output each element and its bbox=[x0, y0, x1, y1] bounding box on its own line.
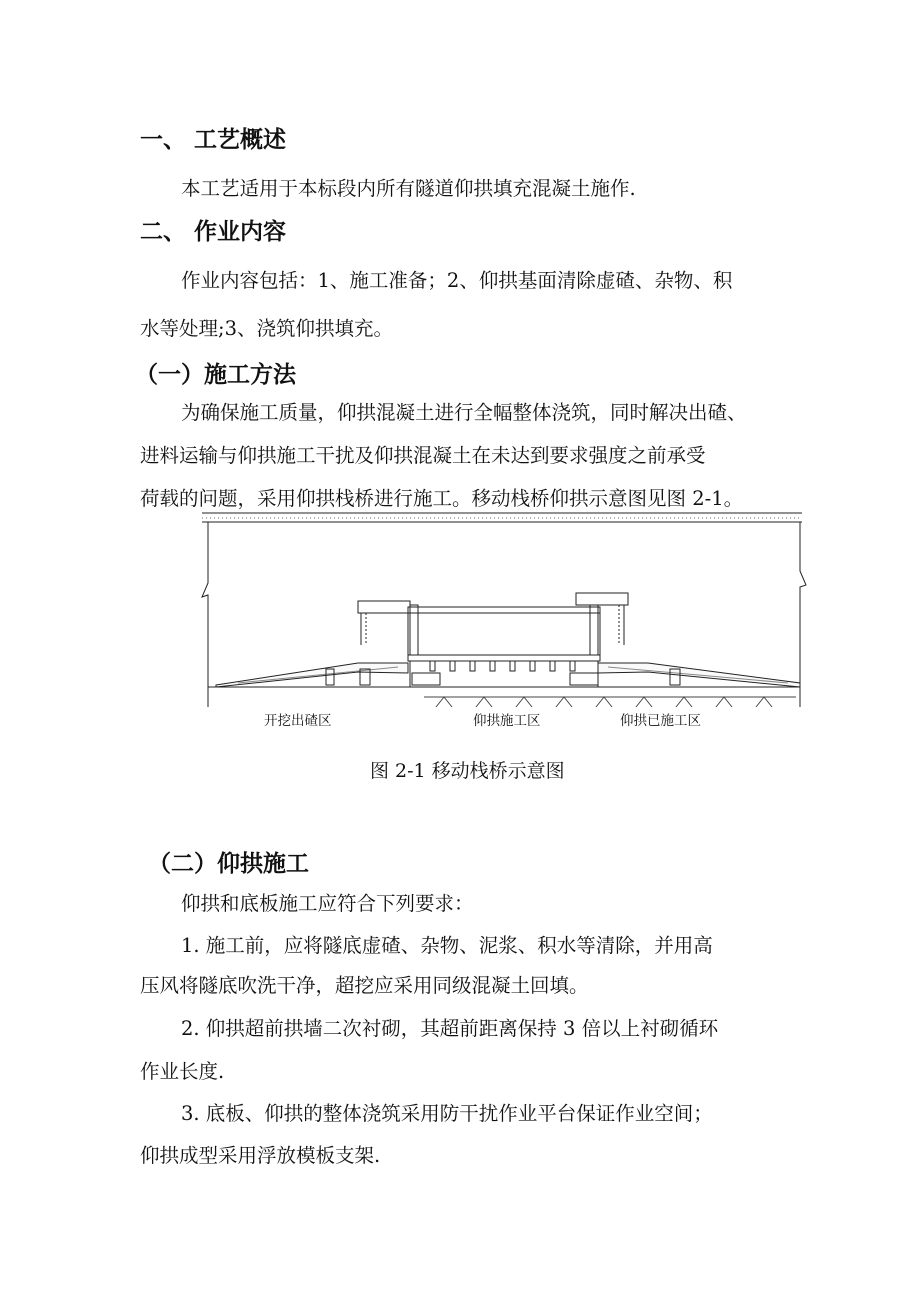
requirement-2-line1: 2. 仰拱超前拱墙二次衬砌，其超前距离保持 3 倍以上衬砌循环 bbox=[181, 1017, 719, 1040]
form-block bbox=[430, 661, 435, 671]
section-2-body-line2: 水等处理;3、浇筑仰拱填充。 bbox=[140, 317, 393, 340]
label-invert-construction-zone: 仰拱施工区 bbox=[473, 713, 541, 729]
left-wheel-assembly bbox=[412, 673, 440, 685]
subsection-2-intro: 仰拱和底板施工应符合下列要求： bbox=[181, 892, 474, 915]
bridge-diagram bbox=[198, 505, 808, 710]
figure-caption: 图 2-1 移动栈桥示意图 bbox=[370, 760, 565, 782]
hatch bbox=[756, 697, 772, 707]
tunnel-wall-right bbox=[800, 522, 806, 707]
left-hoist-beam bbox=[358, 601, 410, 613]
requirement-3-line1: 3. 底板、仰拱的整体浇筑采用防干扰作业平台保证作业空间； bbox=[181, 1102, 713, 1125]
hatch bbox=[556, 697, 572, 707]
tunnel-wall-left bbox=[202, 522, 208, 707]
requirement-1-line1: 1. 施工前，应将隧底虚碴、杂物、泥浆、积水等清除，并用高 bbox=[181, 934, 713, 957]
form-block bbox=[530, 661, 535, 671]
form-block bbox=[450, 661, 455, 671]
label-invert-completed-zone: 仰拱已施工区 bbox=[620, 713, 701, 729]
bridge-diagram-figure bbox=[198, 505, 808, 735]
right-wheel-assembly bbox=[570, 673, 598, 685]
left-ramp bbox=[216, 663, 408, 687]
form-block bbox=[550, 661, 555, 671]
hatch bbox=[436, 697, 452, 707]
label-excavation-zone: 开挖出碴区 bbox=[264, 713, 332, 729]
subsection-2-heading: （二）仰拱施工 bbox=[148, 851, 309, 877]
requirement-3-line2: 仰拱成型采用浮放模板支架. bbox=[140, 1144, 381, 1167]
ground-hatch bbox=[436, 697, 772, 707]
subsection-1-para-line1: 为确保施工质量，仰拱混凝土进行全幅整体浇筑，同时解决出碴、 bbox=[181, 401, 747, 424]
right-hoist-beam bbox=[576, 593, 628, 605]
subsection-1-para-line2: 进料运输与仰拱施工干扰及仰拱混凝土在未达到要求强度之前承受 bbox=[140, 444, 706, 467]
section-1-body: 本工艺适用于本标段内所有隧道仰拱填充混凝土施作. bbox=[181, 177, 636, 200]
hatch bbox=[636, 697, 652, 707]
requirement-1-line2: 压风将隧底吹洗干净，超挖应采用同级混凝土回填。 bbox=[140, 974, 589, 997]
form-block bbox=[470, 661, 475, 671]
formwork-blocks bbox=[430, 661, 575, 671]
form-block bbox=[510, 661, 515, 671]
requirement-2-line2: 作业长度. bbox=[140, 1060, 225, 1083]
section-1-heading: 一、 工艺概述 bbox=[140, 127, 287, 153]
subsection-1-heading: （一）施工方法 bbox=[135, 362, 296, 388]
hatch bbox=[676, 697, 692, 707]
form-block bbox=[490, 661, 495, 671]
hatch bbox=[516, 697, 532, 707]
hatch bbox=[596, 697, 612, 707]
hatch bbox=[476, 697, 492, 707]
subsection-1-para-line3: 荷载的问题，采用仰拱栈桥进行施工。移动栈桥仰拱示意图见图 2-1。 bbox=[140, 487, 744, 510]
hatch bbox=[716, 697, 732, 707]
section-2-heading: 二、 作业内容 bbox=[140, 219, 287, 245]
bridge-main-girder bbox=[408, 607, 600, 661]
section-2-body-line1: 作业内容包括：1、施工准备；2、仰拱基面清除虚碴、杂物、积 bbox=[181, 269, 733, 292]
form-block bbox=[570, 661, 575, 671]
